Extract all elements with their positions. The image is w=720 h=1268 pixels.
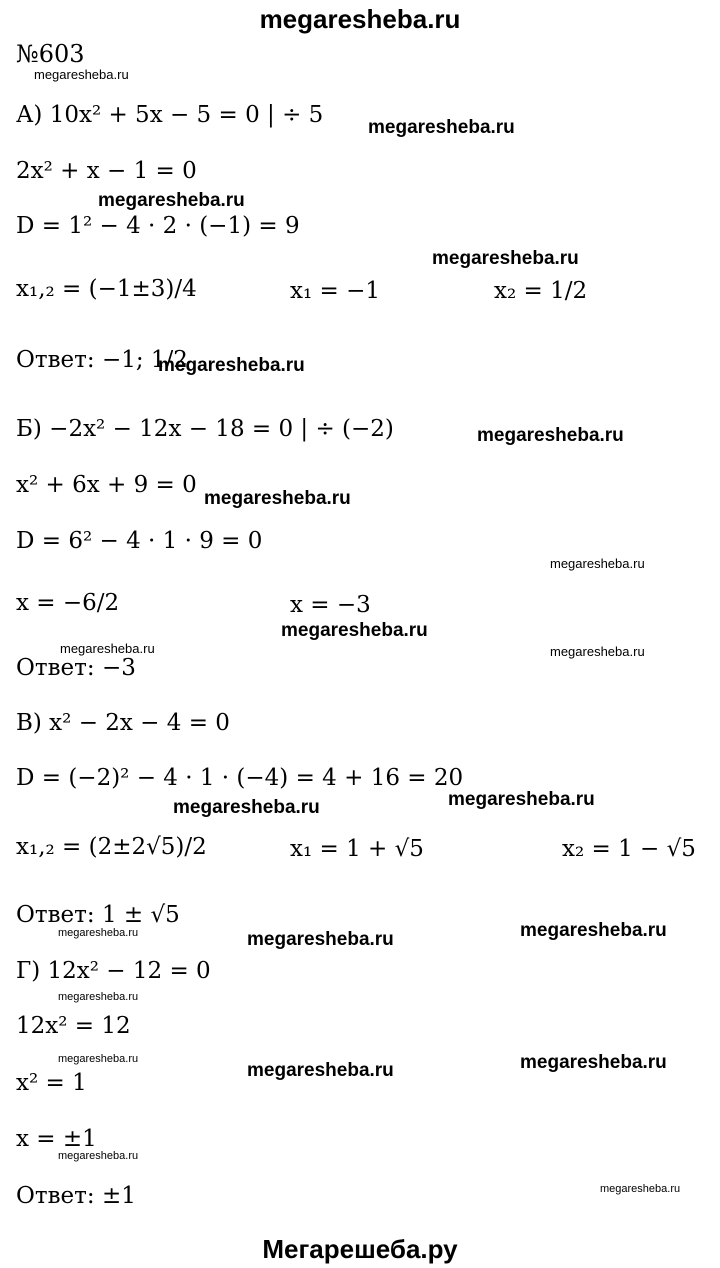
watermark: megaresheba.ru — [158, 355, 305, 376]
part-a-equation: А) 10x² + 5x − 5 = 0 | ÷ 5 — [16, 102, 324, 128]
part-a-roots-formula: x₁,₂ = (−1±3)/4 — [16, 276, 197, 302]
watermark: megaresheba.ru — [520, 920, 667, 941]
watermark: megaresheba.ru — [58, 1053, 139, 1065]
watermark: megaresheba.ru — [173, 797, 320, 818]
answer-label: Ответ: — [16, 902, 95, 928]
watermark: megaresheba.ru — [247, 1060, 394, 1081]
part-a-root1: x₁ = −1 — [290, 278, 380, 304]
part-g-answer — [16, 1185, 136, 1208]
watermark: megaresheba.ru — [58, 991, 139, 1003]
watermark: megaresheba.ru — [600, 1183, 681, 1195]
part-b-simplified: x² + 6x + 9 = 0 — [16, 472, 197, 498]
answer-value: ±1 — [101, 1183, 136, 1209]
part-b-discriminant: D = 6² − 4 · 1 · 9 = 0 — [16, 528, 263, 554]
watermark: megaresheba.ru — [34, 67, 129, 82]
part-a-simplified: 2x² + x − 1 = 0 — [16, 158, 197, 184]
watermark: megaresheba.ru — [247, 929, 394, 950]
part-b-roots-formula: x = −6/2 — [16, 590, 120, 616]
watermark: megaresheba.ru — [60, 641, 155, 656]
part-a-root2: x₂ = 1/2 — [494, 278, 588, 304]
part-v-root1: x₁ = 1 + √5 — [290, 836, 424, 862]
part-b-answer — [16, 657, 136, 680]
watermark: megaresheba.ru — [58, 1150, 139, 1162]
problem-number: №603 — [16, 40, 85, 68]
answer-label: Ответ: — [16, 655, 95, 681]
watermark: megaresheba.ru — [448, 789, 595, 810]
site-header-title: megaresheba.ru — [259, 4, 461, 34]
watermark: megaresheba.ru — [98, 190, 245, 211]
part-g-step3: x = ±1 — [16, 1126, 97, 1152]
answer-value: −1; 1/2 — [101, 347, 188, 373]
watermark: megaresheba.ru — [477, 425, 624, 446]
part-v-root2: x₂ = 1 − √5 — [562, 836, 696, 862]
watermark: megaresheba.ru — [550, 644, 645, 659]
watermark: megaresheba.ru — [520, 1052, 667, 1073]
watermark: megaresheba.ru — [368, 117, 515, 138]
part-v-answer — [16, 904, 180, 927]
answer-label: Ответ: — [16, 1183, 95, 1209]
part-v-discriminant: D = (−2)² − 4 · 1 · (−4) = 4 + 16 = 20 — [16, 765, 464, 791]
part-a-answer — [16, 349, 188, 372]
answer-value: −3 — [101, 655, 136, 681]
watermark: megaresheba.ru — [204, 488, 351, 509]
part-g-equation: Г) 12x² − 12 = 0 — [16, 958, 211, 984]
watermark: megaresheba.ru — [281, 620, 428, 641]
part-v-equation: В) x² − 2x − 4 = 0 — [16, 710, 230, 736]
part-g-step1: 12x² = 12 — [16, 1013, 131, 1039]
watermark: megaresheba.ru — [58, 927, 139, 939]
footer-brand: Мегарешеба.ру — [262, 1234, 458, 1264]
part-b-root: x = −3 — [290, 592, 371, 618]
part-v-roots-formula: x₁,₂ = (2±2√5)/2 — [16, 834, 207, 860]
watermark: megaresheba.ru — [550, 556, 645, 571]
watermark: megaresheba.ru — [432, 248, 579, 269]
answer-value: 1 ± √5 — [101, 902, 180, 928]
part-a-discriminant: D = 1² − 4 · 2 · (−1) = 9 — [16, 213, 300, 239]
part-g-step2: x² = 1 — [16, 1070, 87, 1096]
part-b-equation: Б) −2x² − 12x − 18 = 0 | ÷ (−2) — [16, 416, 394, 442]
answer-label: Ответ: — [16, 347, 95, 373]
